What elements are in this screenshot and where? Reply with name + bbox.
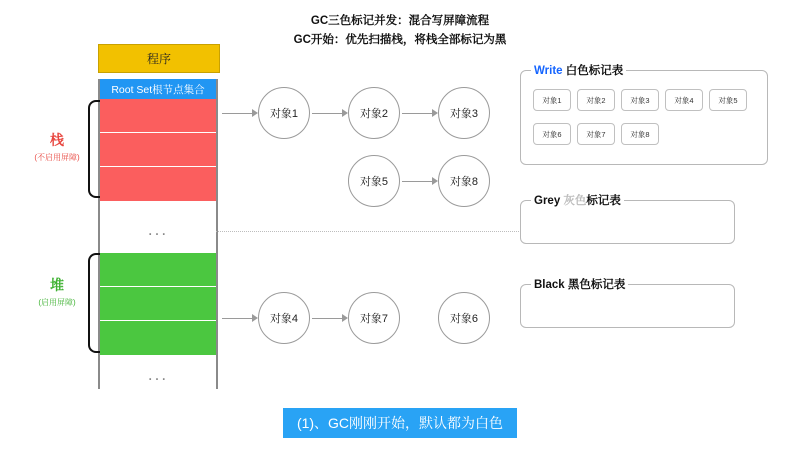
stack-region-note: (不启用屏障) bbox=[34, 153, 80, 162]
stack-region-label bbox=[30, 130, 84, 163]
node-obj3: 对象3 bbox=[438, 87, 490, 139]
white-chip-obj7: 对象7 bbox=[577, 123, 615, 145]
grey-mark-table-label-en: Grey bbox=[534, 195, 561, 207]
white-chip-obj5: 对象5 bbox=[709, 89, 747, 111]
dotted-connector bbox=[216, 231, 521, 232]
stack-region-name: 栈 bbox=[50, 132, 64, 148]
white-chip-obj3: 对象3 bbox=[621, 89, 659, 111]
heap-region-note: (启用屏障) bbox=[38, 298, 76, 307]
grey-mark-table-title bbox=[531, 192, 624, 208]
grey-mark-table bbox=[520, 195, 735, 244]
edge-heap-to-obj4 bbox=[222, 318, 254, 319]
edge-obj4-to-obj7 bbox=[312, 318, 344, 319]
edge-obj2-to-obj3 bbox=[402, 113, 434, 114]
black-mark-table bbox=[520, 279, 735, 328]
grey-mark-table-label-suffix: 标记表 bbox=[586, 195, 621, 207]
black-mark-table-label-en: Black bbox=[534, 279, 565, 291]
root-set-label: Root Set根节点集合 bbox=[98, 79, 218, 99]
heap-ellipsis: ... bbox=[147, 365, 169, 384]
edge-root-to-obj1 bbox=[222, 113, 254, 114]
heap-brace bbox=[88, 253, 100, 353]
white-chip-obj1: 对象1 bbox=[533, 89, 571, 111]
heap-region-label bbox=[30, 275, 84, 308]
stack-cell-3 bbox=[100, 167, 216, 201]
grey-mark-table-label-cn: 灰色 bbox=[563, 195, 587, 207]
heap-region-name: 堆 bbox=[50, 277, 64, 293]
program-header: 程序 bbox=[98, 44, 220, 73]
node-obj7: 对象7 bbox=[348, 292, 400, 344]
node-obj1: 对象1 bbox=[258, 87, 310, 139]
node-obj4: 对象4 bbox=[258, 292, 310, 344]
white-chip-obj2: 对象2 bbox=[577, 89, 615, 111]
node-obj6: 对象6 bbox=[438, 292, 490, 344]
caption-wrap bbox=[0, 408, 800, 438]
edge-obj5-to-obj8 bbox=[402, 181, 434, 182]
diagram-title-line-1: GC三色标记并发：混合写屏障流程 bbox=[310, 15, 490, 27]
stack-cell-1 bbox=[100, 99, 216, 133]
white-chip-row-2 bbox=[533, 123, 659, 145]
black-mark-table-label-suffix: 标记表 bbox=[590, 279, 626, 291]
white-mark-table-label-en: Write bbox=[534, 65, 563, 77]
stack-ellipsis: ... bbox=[147, 220, 169, 239]
black-mark-table-label-cn: 黑色 bbox=[567, 279, 591, 291]
stack-brace bbox=[88, 100, 100, 198]
black-mark-table-title bbox=[531, 276, 628, 292]
white-mark-table-title bbox=[531, 62, 626, 78]
node-obj8: 对象8 bbox=[438, 155, 490, 207]
white-mark-table bbox=[520, 65, 768, 165]
heap-cell-1 bbox=[100, 253, 216, 287]
node-obj5: 对象5 bbox=[348, 155, 400, 207]
heap-cell-2 bbox=[100, 287, 216, 321]
heap-cell-3 bbox=[100, 321, 216, 355]
white-mark-table-label-cn: 白色 bbox=[565, 65, 589, 77]
edge-obj1-to-obj2 bbox=[312, 113, 344, 114]
node-obj2: 对象2 bbox=[348, 87, 400, 139]
caption-text: (1)、GC刚刚开始，默认都为白色 bbox=[283, 408, 517, 438]
white-chip-obj4: 对象4 bbox=[665, 89, 703, 111]
white-chip-obj6: 对象6 bbox=[533, 123, 571, 145]
diagram-title-line-2: GC开始：优先扫描栈，将栈全部标记为黑 bbox=[293, 34, 507, 46]
white-chip-row-1 bbox=[533, 89, 747, 111]
white-mark-table-label-suffix: 标记表 bbox=[588, 65, 624, 77]
white-chip-obj8: 对象8 bbox=[621, 123, 659, 145]
stack-cell-2 bbox=[100, 133, 216, 167]
